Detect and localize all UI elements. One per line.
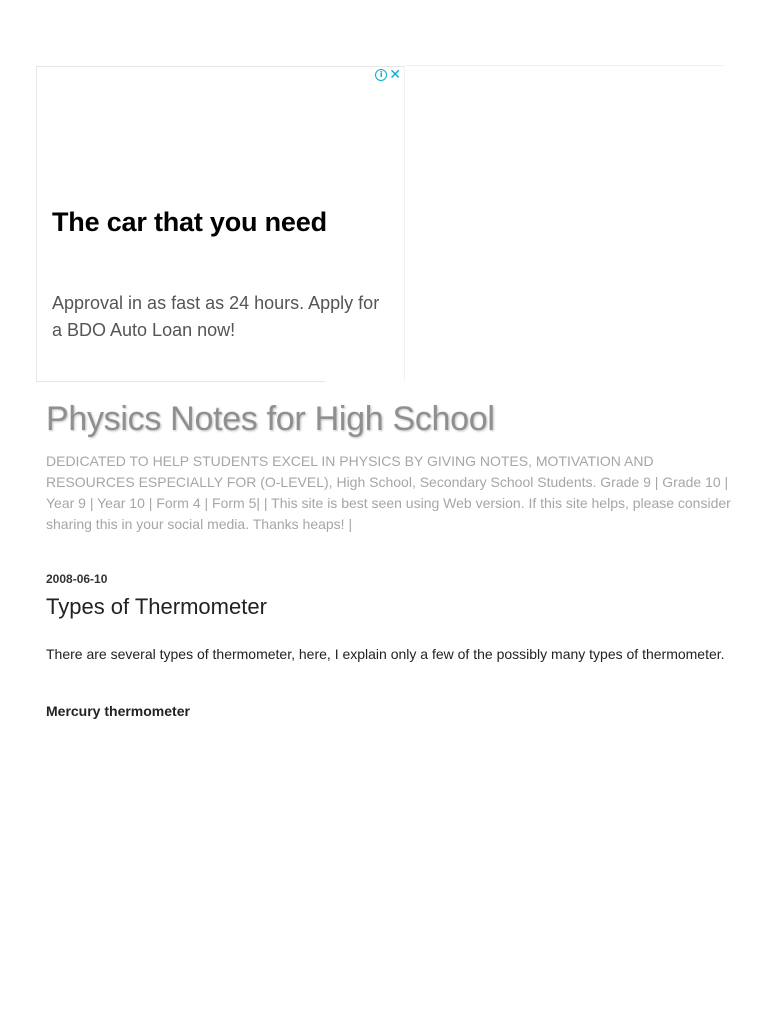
ad-controls	[375, 69, 401, 81]
ad-bottom-mask	[325, 380, 407, 384]
advertisement[interactable]	[36, 66, 405, 382]
info-icon[interactable]: i	[375, 69, 387, 81]
post-date: 2008-06-10	[46, 572, 108, 586]
post-subheading: Mercury thermometer	[46, 703, 190, 719]
post-intro: There are several types of thermometer, here, I explain only a few of the possibly many types of thermometer.	[46, 646, 725, 662]
ad-headline[interactable]: The car that you need	[52, 207, 327, 237]
post-title[interactable]: Types of Thermometer	[46, 594, 267, 619]
ad-body-text[interactable]: Approval in as fast as 24 hours. Apply for a BDO Auto Loan now!	[52, 293, 380, 340]
blog-description: DEDICATED TO HELP STUDENTS EXCEL IN PHYSICS BY GIVING NOTES, MOTIVATION AND RESOURCES ESPECIALLY FOR (O-LEVEL), High School, Secondary School Students. Grade 9 | Grade 10 | Year 9 | Year 10 | Form 4 | Form 5| | This site is best seen using Web version. If this site helps, please consider sharing this in your social media. Thanks heaps! |	[46, 453, 731, 532]
ad-top-divider	[406, 65, 724, 66]
close-icon[interactable]: ✕	[389, 67, 401, 83]
blog-title[interactable]: Physics Notes for High School	[46, 400, 495, 438]
